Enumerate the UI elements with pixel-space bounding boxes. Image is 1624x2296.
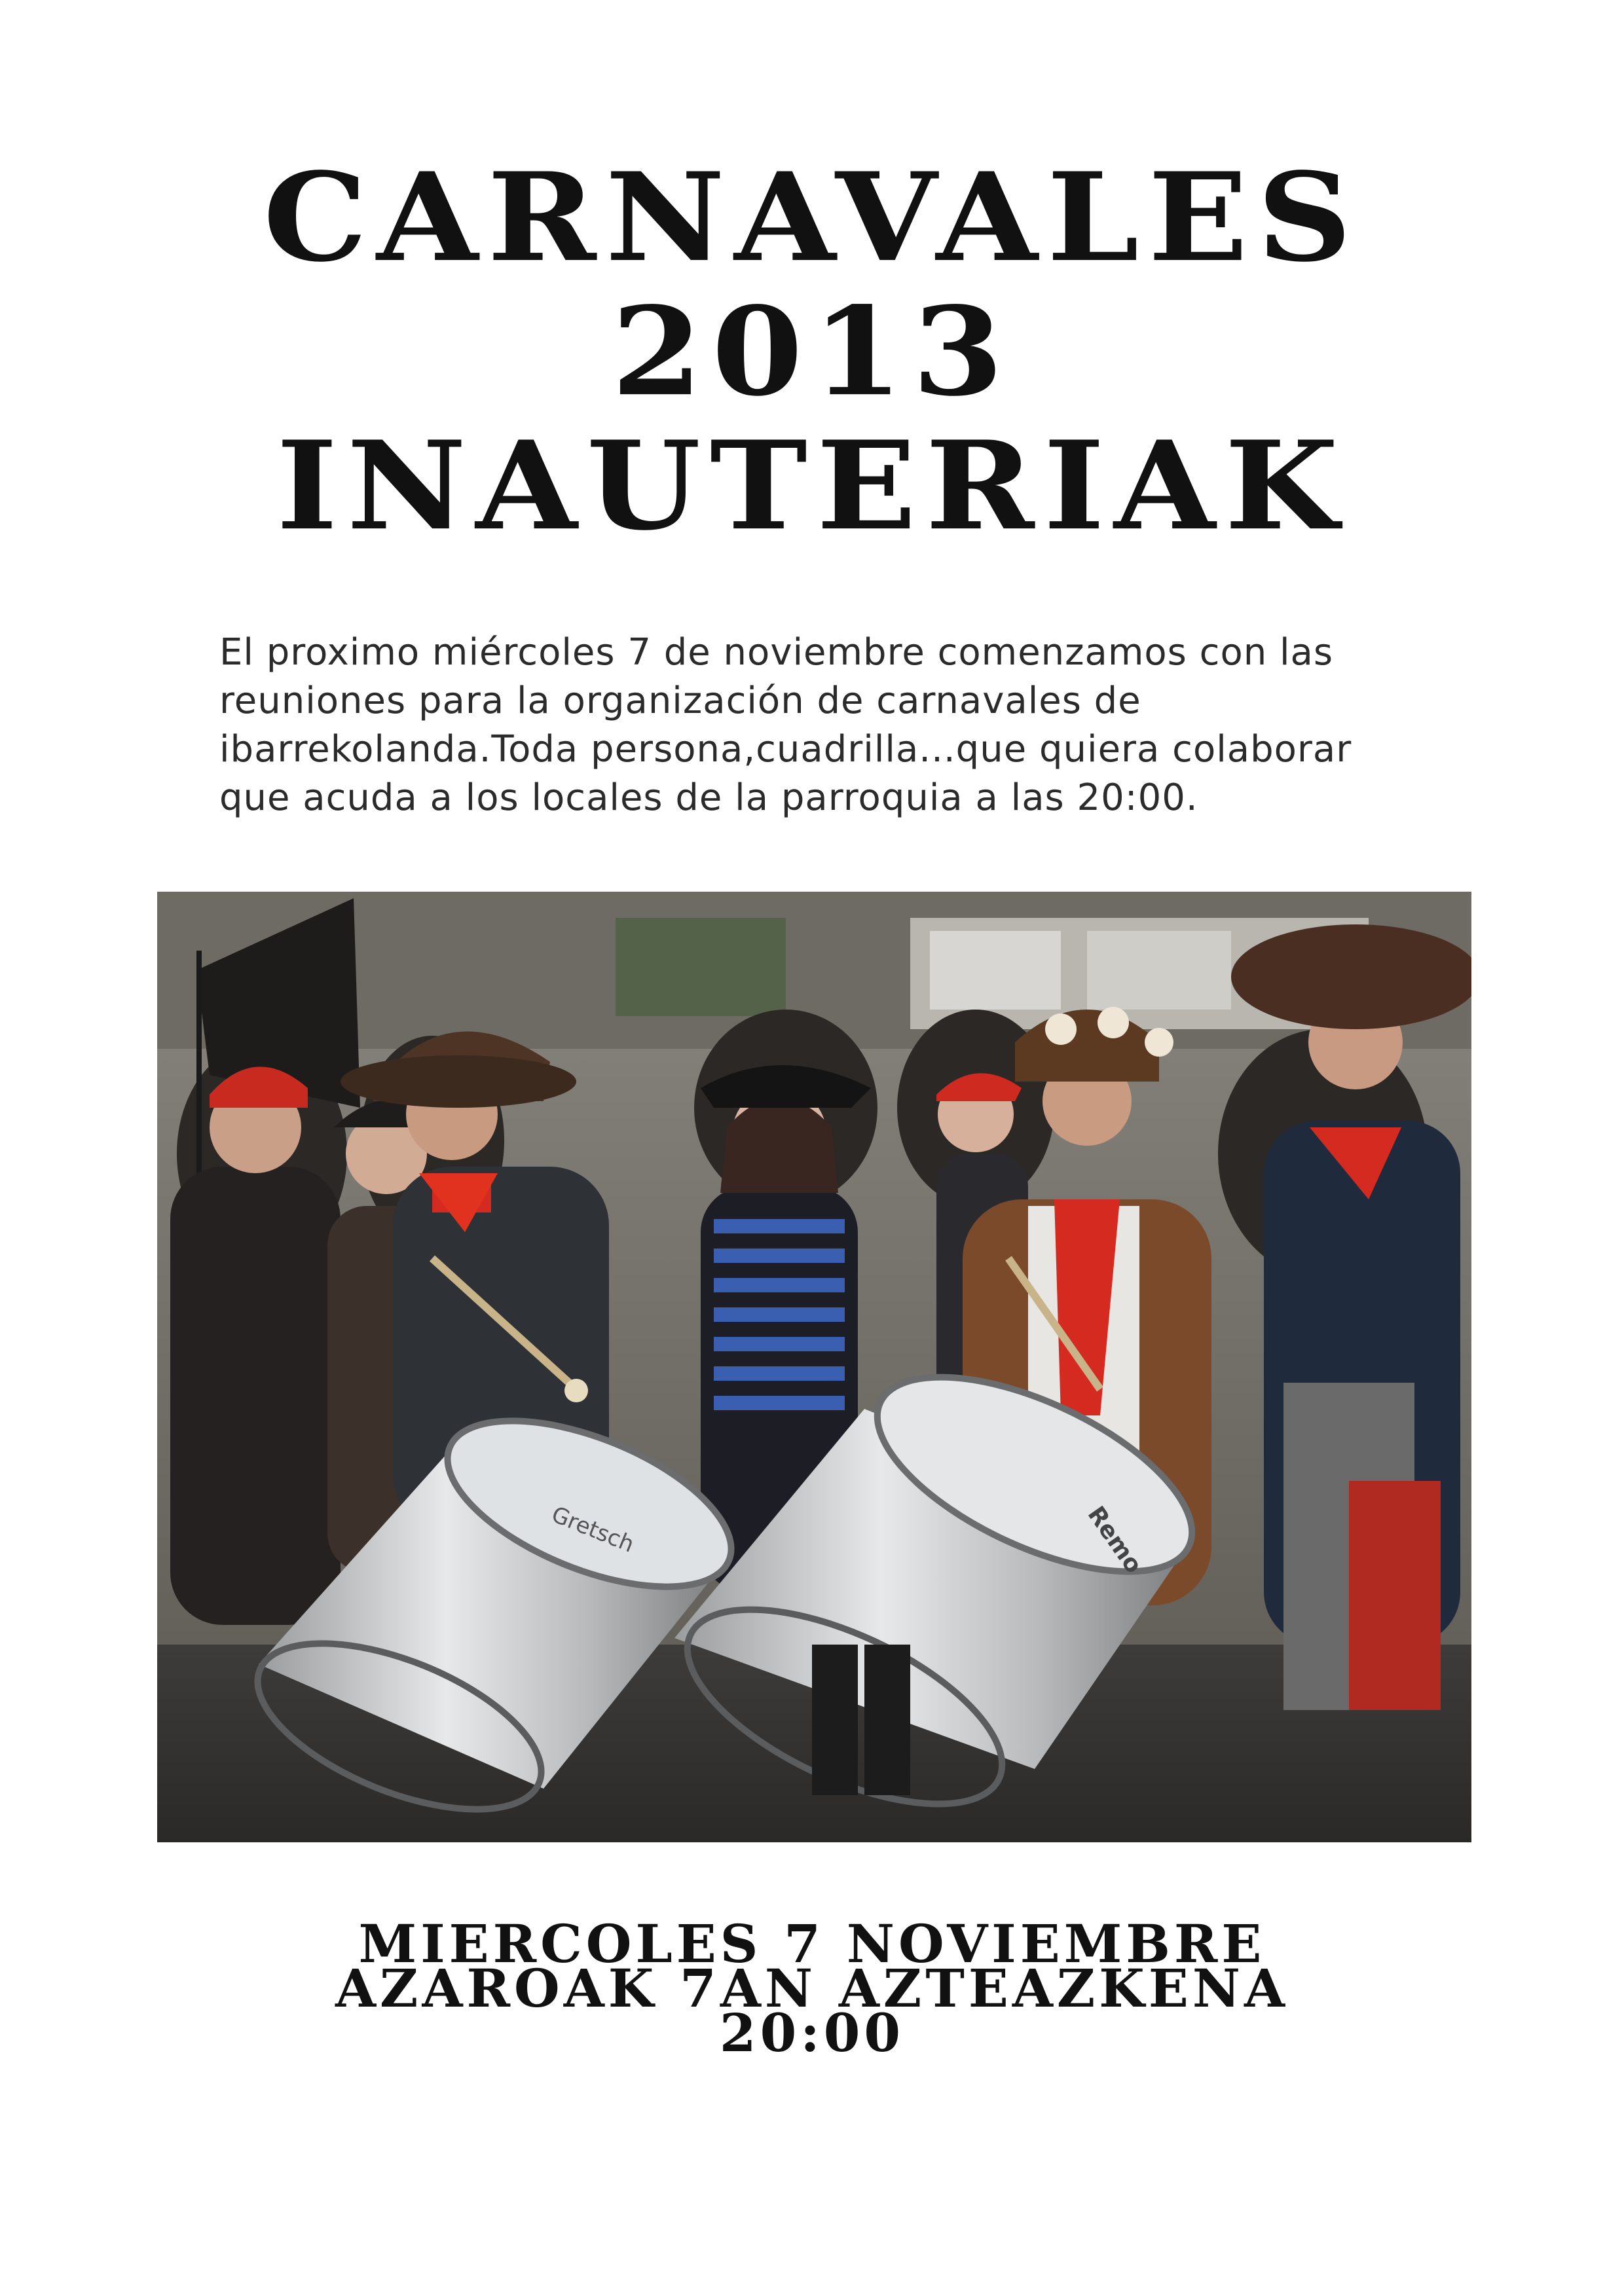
title-line-carnavales: CARNAVALES [263,146,1361,289]
event-date-block [0,1913,1624,2064]
title-line-inauteriak: INAUTERIAK [276,414,1348,558]
title-line-year: 2013 [611,280,1013,424]
date-spanish: MIERCOLES 7 NOVIEMBRE [358,1913,1266,1975]
intro-line: reuniones para la organización de carnavales de [219,680,1141,722]
intro-line: ibarrekolanda.Toda persona,cuadrilla...que quiera colaborar [219,728,1352,771]
poster-title [0,146,1624,558]
intro-paragraph [219,629,1464,822]
photo-illustration [157,892,1471,1842]
drum-brand-left: Gretsch [547,1501,638,1558]
intro-line: El proximo miércoles 7 de noviembre comenzamos con las [219,631,1334,674]
intro-line: que acuda a los locales de la parroquia a las 20:00. [219,776,1198,819]
carnival-drummers-photo [157,892,1471,1842]
drum-brand-right: Remo [1082,1501,1147,1578]
date-basque: AZAROAK 7AN AZTEAZKENA [335,1958,1289,2019]
event-time: 20:00 [719,2002,905,2064]
